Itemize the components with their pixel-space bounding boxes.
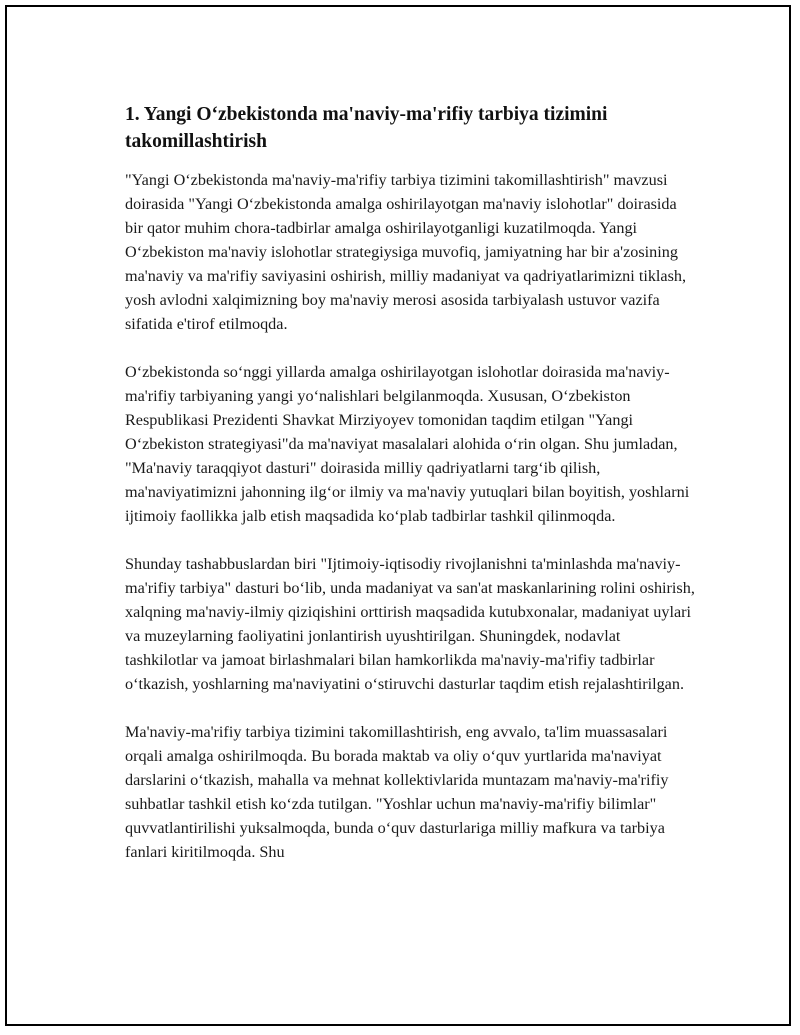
paragraph-4: Ma'naviy-ma'rifiy tarbiya tizimini takomillashtirish, eng avvalo, ta'lim muassasalari orqali amalga oshirilmoqda. Bu borada maktab va oliy o‘quv yurtlarida ma'naviyat darslarini o‘tkazish, mahalla va mehnat kollektivlarida muntazam ma'naviy-ma'rifiy suhbatlar tashkil etish ko‘zda tutilgan. "Yoshlar uchun ma'naviy-ma'rifiy bilimlar" quvvatlantirilishi yuksalmoqda, bunda o‘quv dasturlariga milliy mafkura va tarbiya fanlari kiritilmoqda. Shu	[125, 723, 669, 861]
document-page	[5, 5, 791, 1026]
section-heading: 1. Yangi O‘zbekistonda ma'naviy-ma'rifiy tarbiya tizimini takomillashtirish	[125, 104, 608, 152]
paragraph-1: "Yangi O‘zbekistonda ma'naviy-ma'rifiy tarbiya tizimini takomillashtirish" mavzusi doirasida "Yangi O‘zbekistonda amalga oshirilayotgan ma'naviy islohotlar" doirasida bir qator muhim chora-tadbirlar amalga oshirilayotganligi kuzatilmoqda. Yangi O‘zbekiston ma'naviy islohotlar strategiysiga muvofiq, jamiyatning har bir a'zosining ma'naviy va ma'rifiy saviyasini oshirish, milliy madaniyat va qadriyatlarimizni tiklash, yosh avlodni xalqimizning boy ma'naviy merosi asosida tarbiyalash ustuvor vazifa sifatida e'tirof etilmoqda.	[125, 171, 687, 333]
paragraph-2: O‘zbekistonda so‘nggi yillarda amalga oshirilayotgan islohotlar doirasida ma'naviy-ma'rifiy tarbiyaning yangi yo‘nalishlari belgilanmoqda. Xususan, O‘zbekiston Respublikasi Prezidenti Shavkat Mirziyoyev tomonidan taqdim etilgan "Yangi O‘zbekiston strategiyasi"da ma'naviyat masalalari alohida o‘rin olgan. Shu jumladan, "Ma'naviy taraqqiyot dasturi" doirasida milliy qadriyatlarni targ‘ib qilish, ma'naviyatimizni jahonning ilg‘or ilmiy va ma'naviy yutuqlari bilan boyitish, yoshlarni ijtimoiy faollikka jalb etish maqsadida ko‘plab tadbirlar tashkil qilinmoqda.	[125, 363, 690, 525]
paragraph-3: Shunday tashabbuslardan biri "Ijtimoiy-iqtisodiy rivojlanishni ta'minlashda ma'naviy-ma'rifiy tarbiya" dasturi bo‘lib, unda madaniyat va san'at maskanlarining rolini oshirish, xalqning ma'naviy-ilmiy qiziqishini orttirish maqsadida kutubxonalar, madaniyat uylari va muzeylarning faoliyatini jonlantirish uyushtirilgan. Shuningdek, nodavlat tashkilotlar va jamoat birlashmalari bilan hamkorlikda ma'naviy-ma'rifiy tadbirlar o‘tkazish, yoshlarning ma'naviyatini o‘stiruvchi dasturlar taqdim etish rejalashtirilgan.	[125, 555, 695, 693]
document-body	[125, 101, 695, 888]
